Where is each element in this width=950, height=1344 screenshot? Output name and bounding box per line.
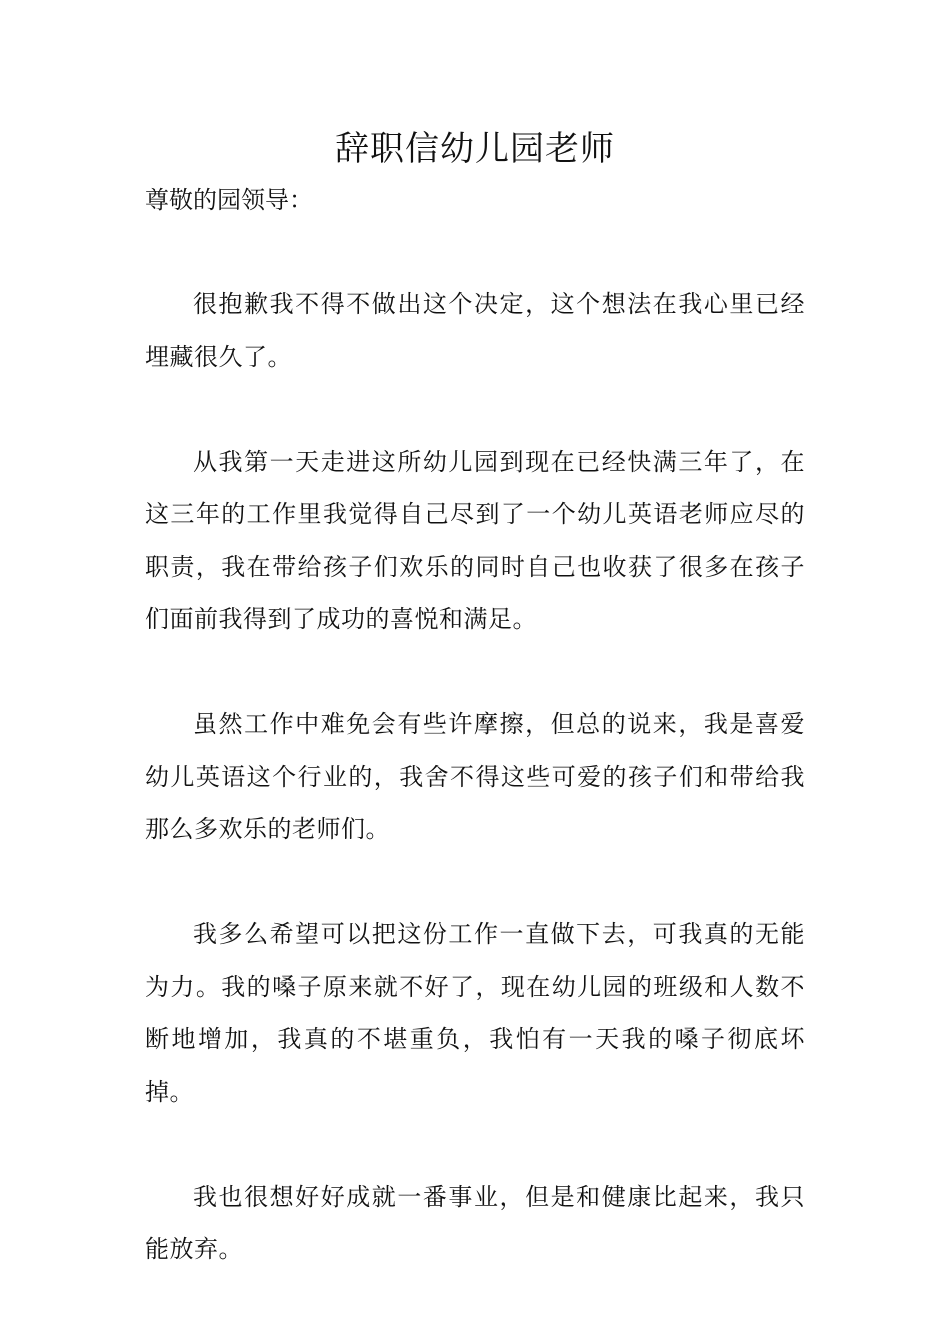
paragraph-5: 我也很想好好成就一番事业，但是和健康比起来，我只能放弃。 [145,1182,805,1263]
paragraph-3: 虽然工作中难免会有些许摩擦，但总的说来，我是喜爱幼儿英语这个行业的，我舍不得这些可爱的孩子们和带给我那么多欢乐的老师们。 [145,710,805,843]
salutation: 尊敬的园领导： [145,186,313,214]
document-title: 辞职信幼儿园老师 [335,129,615,169]
paragraph-2: 从我第一天走进这所幼儿园到现在已经快满三年了，在这三年的工作里我觉得自己尽到了一个幼儿英语老师应尽的职责，我在带给孩子们欢乐的同时自己也收获了很多在孩子们面前我得到了成功的喜悦和满足。 [145,447,805,633]
paragraph-4: 我多么希望可以把这份工作一直做下去，可我真的无能为力。我的嗓子原来就不好了，现在幼儿园的班级和人数不断地增加，我真的不堪重负，我怕有一天我的嗓子彻底坏掉。 [145,920,805,1106]
paragraph-1: 很抱歉我不得不做出这个决定，这个想法在我心里已经埋藏很久了。 [145,290,805,371]
letter-body [145,278,805,1328]
